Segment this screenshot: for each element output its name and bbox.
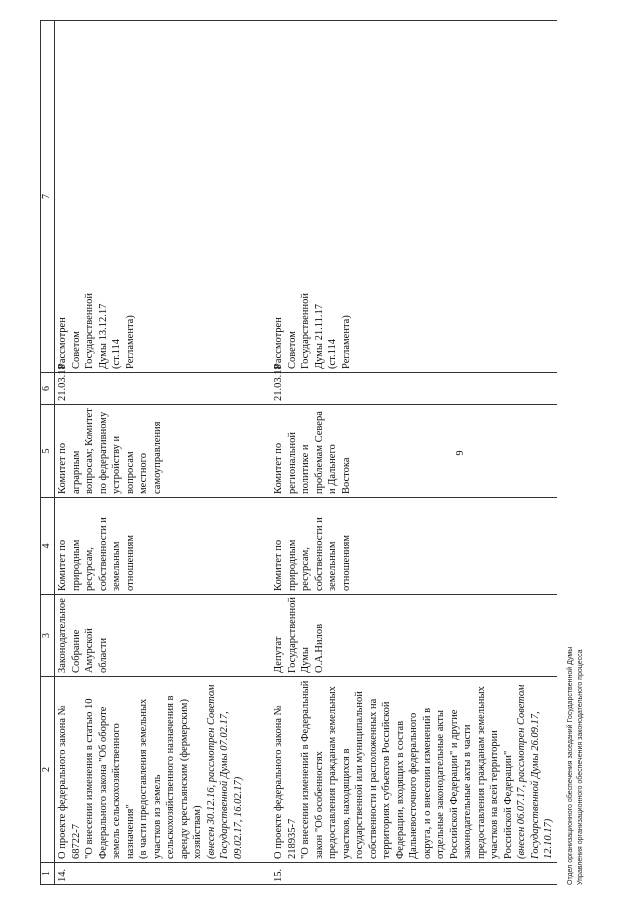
footer-line: Отдел организационного обеспечения заседаний Государственной Думы	[567, 646, 574, 885]
responsible-committee: Комитет по природным ресурсам, собственности и земельным отношениям	[55, 498, 247, 595]
consideration-date: 21.03.18	[271, 373, 557, 405]
initiator: Депутат Государственной Думы О.А.Нилов	[271, 595, 557, 677]
table-header-row	[41, 21, 55, 885]
footer-line: Управления организационного обеспечения законодательного процесса	[577, 649, 584, 885]
page-number: 9	[455, 450, 466, 456]
column-header: 2	[41, 677, 55, 863]
column-header: 3	[41, 595, 55, 677]
row-number: 15.	[271, 863, 557, 885]
bills-table	[40, 20, 557, 885]
column-header: 7	[41, 21, 55, 373]
bill-submission-note: (внесен 30.12.16, рассмотрен Советом Государственной Думы 07.02.17, 09.02.17, 16.02.17)	[205, 684, 244, 859]
bill-name: "О внесении изменения в статью 10 Федерального закона "Об обороте земель сельскохозяйственного назначения"	[84, 698, 136, 859]
footer	[566, 647, 586, 885]
co-executor-committee: Комитет по аграрным вопросам; Комитет по федеративному устройству и вопросам местного самоуправления	[55, 405, 247, 498]
bill-title: О проекте федерального закона № 68722-7	[57, 705, 82, 859]
row-number: 14.	[55, 863, 247, 885]
co-executor-committee: Комитет по региональной политике и проблемам Севера и Дальнего Востока	[271, 405, 557, 498]
status	[55, 21, 247, 373]
rotated-landscape-sheet	[18, 21, 608, 885]
bill-scope: (в части предоставления земельных участков из земель сельскохозяйственного назначения в аренду крестьянским (фермерским) хозяйствам)	[138, 695, 203, 859]
bill-description	[271, 677, 557, 863]
bill-title: О проекте федерального закона № 218935-7	[273, 705, 298, 859]
table-row	[271, 21, 557, 885]
consideration-date: 21.03.18	[55, 373, 247, 405]
column-header: 5	[41, 405, 55, 498]
column-header: 1	[41, 863, 55, 885]
responsible-committee: Комитет по природным ресурсам, собственности и земельным отношениям	[271, 498, 557, 595]
bill-description	[55, 677, 247, 863]
status	[271, 21, 557, 373]
column-header: 6	[41, 373, 55, 405]
column-header: 4	[41, 498, 55, 595]
bill-name: "О внесении изменений в Федеральный закон "Об особенностях предоставления гражданам земельных участков, находящихся в государственной или муниципальной собственности и расположенных на территориях субъектов Российской Федерации, входящих в состав Дальневосточного федерального округа, и о внесении изменений в отдельные законодательные акты Российской Федерации" и другие законодательные акты в части предоставления гражданам земельных участков на всей территории Российской Федерации"	[300, 680, 514, 859]
status-text: Рассмотрен Советом Государственной Думы 21.11.17 (ст.114 Регламента)	[273, 293, 352, 369]
row-spacer	[246, 21, 271, 885]
status-text: Рассмотрен Советом Государственной Думы 13.12.17 (ст.114 Регламента)	[57, 293, 136, 369]
bill-submission-note: (внесен 06.07.17, рассмотрен Советом Государственной Думы 26.09.17, 12.10.17)	[516, 684, 554, 859]
table-row	[55, 21, 247, 885]
initiator: Законодательное Собрание Амурской области	[55, 595, 247, 677]
